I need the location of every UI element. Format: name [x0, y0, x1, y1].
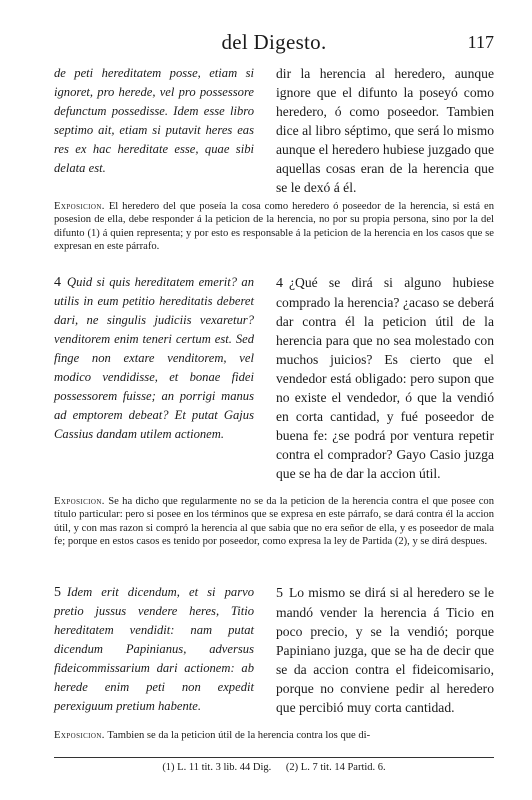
footnote-2: (2) L. 7 tit. 14 Partid. 6. [285, 762, 386, 773]
latin-text: de peti hereditatem posse, etiam si ignoret, pro herede, vel pro possessore defunctum possedisse. Idem esse libro septimo ait, etiam si putavit heres eas res ex hac hereditate esse, quae sibi delata est. [54, 66, 254, 175]
latin-text [54, 273, 254, 483]
paragraph-number: 5 [54, 585, 61, 600]
spanish-translation [276, 583, 494, 717]
spanish-body: Lo mismo se dirá si al heredero se le mandó vender la herencia á Ticio en poco precio, y se la vendió; porque Papiniano juzga, que se ha de decir que se da accion contra el fideicomisario, porque no conviene pedir al heredero que percibió muy corta cantidad. [276, 585, 494, 715]
footnotes [54, 762, 494, 773]
exposition-label: Exposicion. [54, 201, 105, 212]
book-page [54, 0, 494, 800]
exposition-text: Se ha dicho que regularmente no se da la peticion de la herencia contra el que posee con título particular: pero si posee en los términos que se expresa en este párrafo, se dará contra él la accion útil, y con mas razon si compró la herencia al que sabia que no era señor de ella, y es poseedor de mala fe; porque en estos casos es tenido por poseedor, como expresa la ley de Partida (2), y se dirá despues. [54, 496, 495, 548]
paragraph-block-4 [54, 273, 494, 483]
latin-body: Quid si quis hereditatem emerit? an utilis in eum petitio hereditatis deberet dari, ne singulis judiciis vexaretur? venditorem enim teneri certum est. Sed finge non extare venditorem, vel modico vendidisse, et bonae fidei possessorem fuisse; an porrigi manus ad emptorem debeat? Et putat Gajus Cassius dandam utilem actionem. [54, 275, 254, 441]
paragraph-number: 4 [54, 275, 61, 290]
exposition-label: Exposicion. [54, 496, 105, 507]
spanish-translation [276, 273, 494, 483]
page-number: 117 [467, 32, 494, 52]
paragraph-number: 4 [276, 276, 283, 291]
footnote-divider [54, 757, 494, 758]
paragraph-block-5 [54, 583, 494, 717]
spanish-body: ¿Qué se dirá si alguno hubiese comprado la herencia? ¿acaso se deberá dar contra él la peticion útil de la herencia para que no sea molestado con muchos juicios? Es cierto que el vendedor está obligado: pero supon que no existe el vendedor, ó que la vendió en corta cantidad, y fué poseedor de buena fe: ¿se podrá por ventura repetir contra el comprador? Gayo Casio juzga que se ha de dar la accion útil. [276, 275, 494, 481]
paragraph-number: 5 [276, 586, 283, 601]
exposition-3 [54, 729, 494, 742]
footnote-1: (1) L. 11 tit. 3 lib. 44 Dig. [162, 762, 272, 773]
paragraph-block-1 [54, 64, 494, 197]
exposition-text: Tambien se da la peticion útil de la herencia contra los que di- [107, 730, 371, 741]
latin-text [54, 583, 254, 717]
latin-body: Idem erit dicendum, et si parvo pretio jussus vendere heres, Titio hereditatem vendidit: nam putat dicendum Papinianus, adversus fideicommissarium dari actionem: ab herede enim peti non expedit perexiguum pretium habente. [54, 585, 254, 713]
spanish-translation: dir la herencia al heredero, aunque ignore que el difunto la poseyó como heredero, ó como poseedor. Tambien dice al libro séptimo, que será lo mismo aunque el heredero hubiese juzgado que aquellas cosas eran de la herencia que se le dexó á él. [276, 66, 494, 195]
exposition-2 [54, 495, 494, 549]
exposition-label: Exposicion. [54, 730, 105, 741]
exposition-text: El heredero del que poseía la cosa como heredero ó poseedor de la herencia, si está en posesion de ella, debe responder á la peticion de la herencia, no por su propia persona, sino por la del difunto (1) á quien representa; y por esto es responsable á la peticion de la herencia en los casos que se expresan en este párrafo. [54, 201, 494, 253]
running-title: del Digesto. [221, 30, 327, 54]
exposition-1 [54, 200, 494, 254]
page-header [54, 30, 494, 56]
